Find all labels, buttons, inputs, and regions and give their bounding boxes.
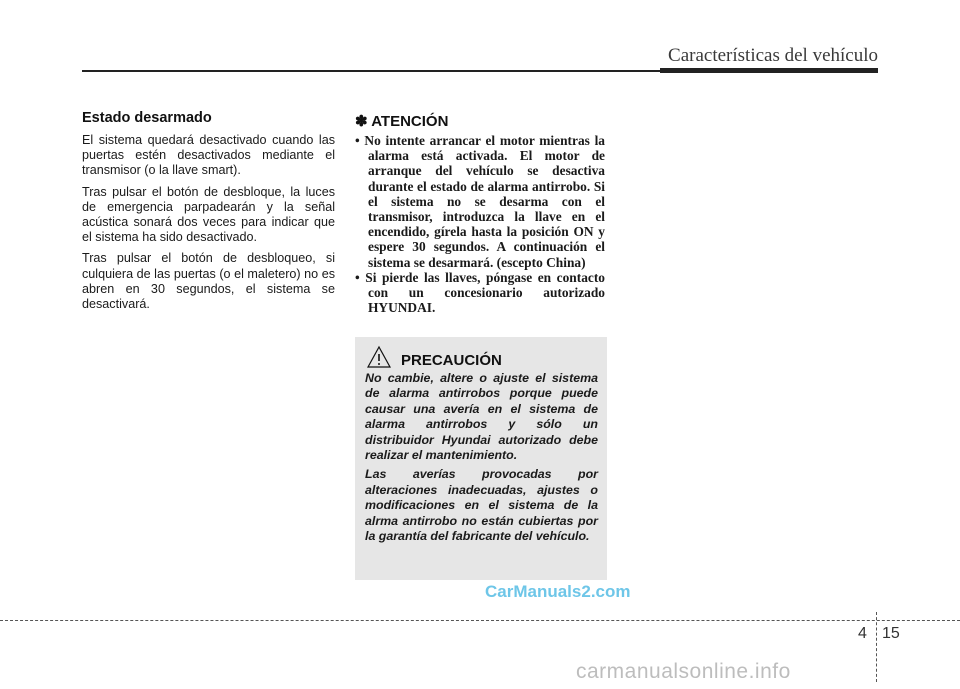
page-divider — [876, 612, 877, 682]
page-number: 15 — [882, 625, 900, 642]
paragraph: El sistema quedará desactivado cuando las puertas estén desactivados mediante el transmisor (o la llave smart). — [82, 133, 335, 178]
left-column — [82, 110, 335, 318]
chapter-number: 4 — [858, 625, 867, 642]
attention-list — [355, 133, 605, 315]
attention-heading — [355, 112, 605, 130]
list-item: • No intente arrancar el motor mientras la alarma está activada. El motor de arranque del vehículo se desactiva durante el estado de alarma antirrobo. Si el sistema no se desarma con el transmisor, introduzca la llave en el encendido, gírela hasta la posición ON y espere 30 segundos. A continuación el sistema se desarmará. (escepto China) — [355, 133, 605, 270]
paragraph: Tras pulsar el botón de desbloque, la luces de emergencia parpadearán y la señal acústica sonará dos veces para indicar que el sistema ha sido desactivado. — [82, 184, 335, 245]
section-title: Estado desarmado — [82, 110, 212, 126]
caution-paragraph: No cambie, altere o ajuste el sistema de alarma antirrobos porque puede causar una avería en el sistema de alarma antirrobos y sólo un distribuidor Hyundai autorizado debe realizar el mantenimiento. — [365, 371, 598, 463]
header-title: Características del vehículo — [668, 45, 878, 66]
warning-triangle-icon — [367, 345, 391, 369]
caution-box — [355, 337, 607, 580]
attention-section — [355, 112, 605, 315]
attention-title: ATENCIÓN — [371, 113, 449, 130]
footer-rule — [0, 620, 960, 621]
caution-body — [365, 371, 598, 548]
caution-header — [367, 345, 597, 373]
caution-title: PRECAUCIÓN — [401, 352, 502, 369]
attention-star-icon: ✽ — [355, 113, 368, 130]
paragraph: Tras pulsar el botón de desbloqueo, si culquiera de las puertas (o el maletero) no es abren en 30 segundos, el sistema se desactivará. — [82, 251, 335, 312]
bottom-watermark: carmanualsonline.info — [576, 660, 791, 683]
watermark: CarManuals2.com — [485, 582, 631, 601]
list-item: • Si pierde las llaves, póngase en contacto con un concesionario autorizado HYUNDAI. — [355, 269, 605, 316]
caution-paragraph: Las averías provocadas por alteraciones inadecuadas, ajustes o modificaciones en el sistema de la alrma antirrobo no están cubiertas por la garantía del fabricante del vehículo. — [365, 467, 598, 544]
header-rule-thick — [660, 68, 878, 73]
